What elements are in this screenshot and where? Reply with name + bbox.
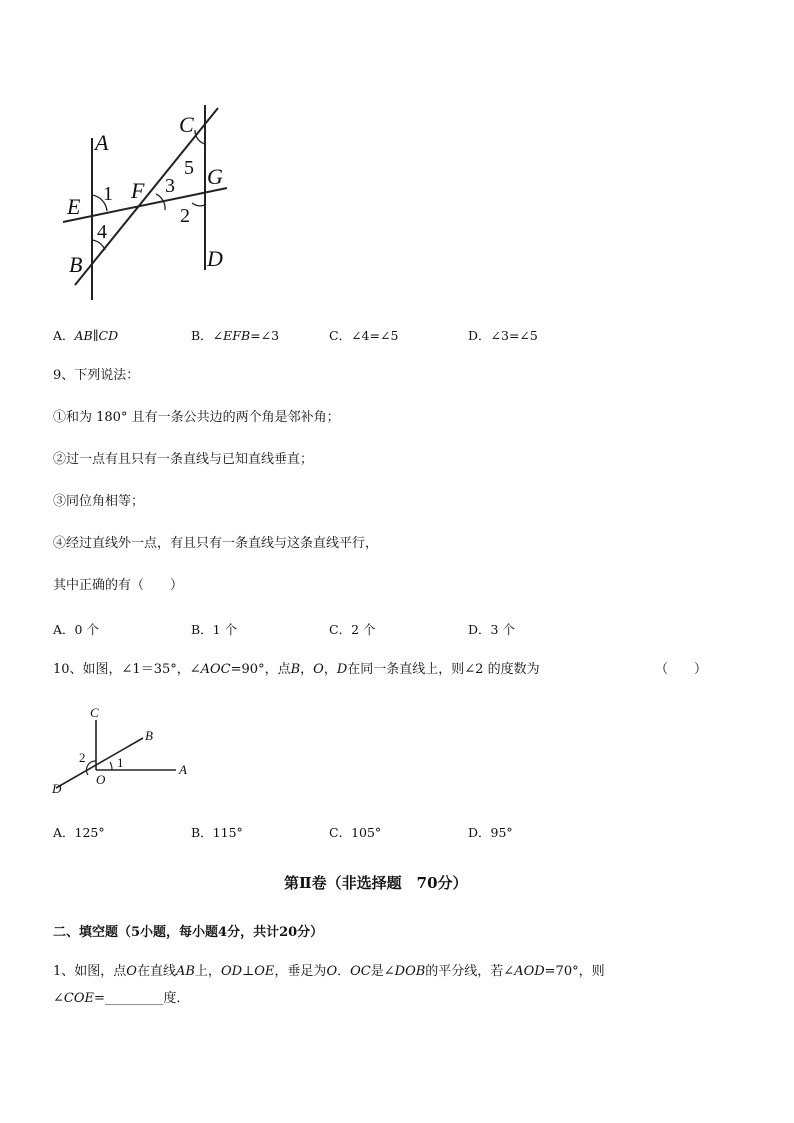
label-E: E bbox=[67, 194, 81, 219]
q10-option-d[interactable]: D．95° bbox=[468, 825, 513, 840]
q10-answer-paren: （ ） bbox=[655, 662, 708, 677]
fill1-m3: OD bbox=[220, 964, 243, 979]
fill1-t10: ∠ bbox=[53, 991, 64, 1006]
label-D: D bbox=[52, 781, 62, 796]
q8-option-b[interactable] bbox=[191, 326, 279, 344]
q9-option-c[interactable]: C．2 个 bbox=[329, 622, 376, 637]
q9-stem: 9、下列说法： bbox=[53, 368, 140, 383]
label-B: B bbox=[69, 252, 83, 277]
fill1-t7: 是∠ bbox=[370, 964, 395, 979]
q8-option-a-math: AB bbox=[74, 328, 93, 343]
label-angle-4: 4 bbox=[97, 221, 107, 243]
q10-stem-m3: O bbox=[313, 662, 324, 677]
fill1-t5: ，垂足为 bbox=[274, 964, 327, 979]
fill1-m6: OC bbox=[350, 964, 371, 979]
fill1-line2 bbox=[53, 990, 189, 1008]
q10-option-b[interactable]: B．115° bbox=[191, 825, 243, 840]
q8-option-d[interactable] bbox=[468, 326, 538, 344]
label-F: F bbox=[131, 178, 145, 203]
fill1-m5: O bbox=[326, 964, 338, 979]
label-angle-2: 2 bbox=[79, 750, 86, 765]
q9-item-1: ①和为 180° 且有一条公共边的两个角是邻补角； bbox=[53, 410, 340, 425]
q8-option-a[interactable] bbox=[53, 326, 118, 344]
label-angle-1: 1 bbox=[103, 183, 113, 205]
fill1-m8: AOD bbox=[514, 964, 545, 979]
fill1-t1: 1、如图，点 bbox=[53, 964, 127, 979]
q10-stem-m1: AOC bbox=[200, 662, 231, 677]
q8-option-c[interactable] bbox=[329, 326, 398, 344]
arc-angle-1 bbox=[110, 762, 112, 770]
q9-item-2: ②过一点有且只有一条直线与已知直线垂直； bbox=[53, 452, 314, 467]
q10-stem-p4: ， bbox=[323, 662, 337, 677]
label-A: A bbox=[179, 762, 187, 777]
q8-option-a-prefix: A． bbox=[53, 328, 75, 343]
q10-option-c[interactable]: C．105° bbox=[329, 825, 382, 840]
fill1-m7: DOB bbox=[394, 964, 426, 979]
q10-stem bbox=[53, 661, 540, 679]
q10-stem-m4: D bbox=[336, 662, 348, 677]
q10-stem-p3: ， bbox=[300, 662, 314, 677]
q10-option-a[interactable]: A．125° bbox=[53, 825, 105, 840]
label-G: G bbox=[207, 164, 223, 189]
arc-angle-2 bbox=[192, 203, 205, 206]
q9-option-b[interactable]: B．1 个 bbox=[191, 622, 238, 637]
fill1-m1: O bbox=[126, 964, 137, 979]
label-angle-3: 3 bbox=[165, 175, 175, 197]
fill1-t4: ⊥ bbox=[242, 964, 255, 979]
q9-option-d[interactable]: D．3 个 bbox=[468, 622, 515, 637]
q8-option-b-prefix: B．∠ bbox=[191, 328, 224, 343]
fill1-answer-blank[interactable]: =_________度． bbox=[94, 991, 190, 1006]
label-D: D bbox=[207, 246, 223, 271]
fill1-t3: 上， bbox=[194, 964, 221, 979]
label-angle-5: 5 bbox=[184, 157, 194, 179]
fill1-m2: AB bbox=[175, 964, 195, 979]
fill1-t6: ． bbox=[337, 964, 351, 979]
q8-option-c-text: C．∠4=∠5 bbox=[329, 328, 399, 343]
q8-option-a-tail: ∥ bbox=[92, 328, 99, 343]
fill1-t8: 的平分线，若∠ bbox=[425, 964, 515, 979]
figure-angles bbox=[48, 700, 198, 800]
q9-question: 其中正确的有（ ） bbox=[53, 578, 184, 593]
q8-option-b-math: EFB bbox=[223, 328, 251, 343]
q8-option-a-math2: CD bbox=[98, 328, 119, 343]
arc-angle-5 bbox=[195, 130, 205, 144]
q8-option-d-text: D．∠3=∠5 bbox=[468, 328, 538, 343]
q10-stem-p5: 在同一条直线上，则∠2 的度数为 bbox=[347, 662, 540, 677]
label-angle-2: 2 bbox=[180, 205, 190, 227]
q10-stem-p1: 10、如图，∠1＝35°，∠ bbox=[53, 662, 201, 677]
label-C: C bbox=[179, 112, 194, 137]
q10-stem-p2: =90°，点 bbox=[230, 662, 291, 677]
fill1-m4: OE bbox=[254, 964, 275, 979]
label-C: C bbox=[90, 705, 99, 720]
label-angle-1: 1 bbox=[117, 755, 124, 770]
figure-parallel-lines bbox=[55, 100, 245, 305]
label-A: A bbox=[95, 130, 109, 155]
section2-heading: 二、填空题（5小题，每小题4分，共计20分） bbox=[53, 925, 324, 940]
q9-option-a[interactable]: A．0 个 bbox=[53, 622, 99, 637]
q9-item-4: ④经过直线外一点，有且只有一条直线与这条直线平行， bbox=[53, 536, 379, 551]
q8-option-b-tail: =∠3 bbox=[250, 328, 280, 343]
q9-item-3: ③同位角相等； bbox=[53, 494, 145, 509]
part2-title: 第Ⅱ卷（非选择题 70分） bbox=[284, 874, 468, 892]
label-O: O bbox=[96, 772, 106, 787]
line-eg bbox=[63, 188, 227, 222]
label-B: B bbox=[145, 728, 153, 743]
fill1-m9: COE bbox=[63, 991, 95, 1006]
fill1-t9: =70°，则 bbox=[544, 964, 605, 979]
fill1-line1 bbox=[53, 963, 605, 981]
fill1-t2: 在直线 bbox=[136, 964, 176, 979]
q10-stem-m2: B bbox=[290, 662, 301, 677]
